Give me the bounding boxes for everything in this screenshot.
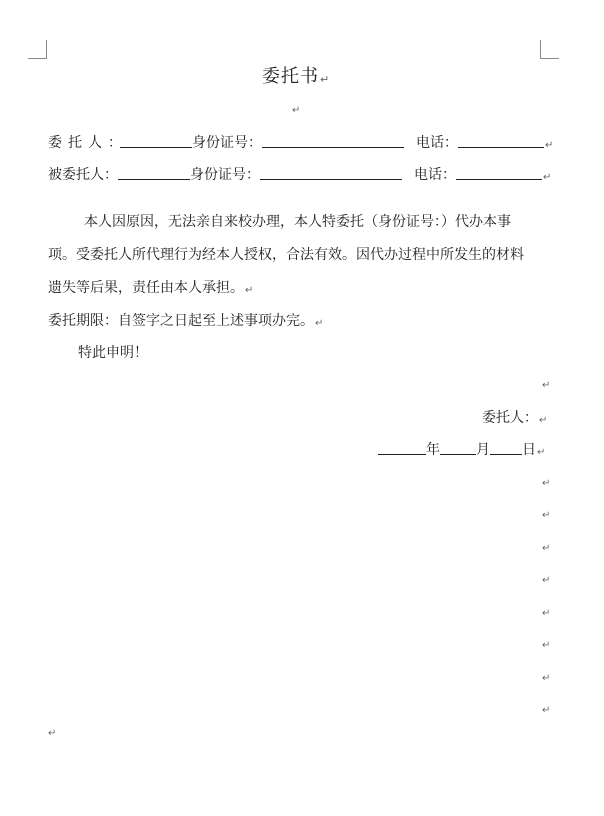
year-blank[interactable] (378, 440, 426, 455)
client-phone-blank[interactable] (458, 133, 544, 148)
month-label: 月 (476, 442, 490, 458)
period-line (48, 311, 323, 334)
paragraph-mark-icon: ↵ (292, 105, 301, 116)
paragraph-mark-icon: ↵ (320, 73, 331, 86)
body-line-3-wrap (48, 278, 253, 301)
client-label: 委托人： (48, 135, 128, 151)
paragraph-mark-icon: ↵ (542, 478, 551, 489)
trustee-label: 被委托人： (48, 167, 118, 183)
trustee-id-blank[interactable] (260, 165, 402, 180)
trustee-name-blank[interactable] (118, 165, 190, 180)
paragraph-mark-icon: ↵ (543, 172, 552, 183)
paragraph-mark-icon: ↵ (542, 608, 551, 619)
phone-label: 电话： (416, 135, 458, 151)
body-line-2: 项。受委托人所代理行为经本人授权，合法有效。因代办过程中所发生的材料 (48, 247, 524, 263)
paragraph-mark-icon: ↵ (542, 543, 551, 554)
signature-date-line (378, 440, 545, 463)
period-text: 委托期限：自签字之日起至上述事项办完。 (48, 313, 314, 329)
phone-label: 电话： (414, 167, 456, 183)
body-line-3: 遗失等后果，责任由本人承担。 (48, 280, 244, 296)
paragraph-mark-icon: ↵ (315, 318, 324, 329)
signature-client-line (482, 408, 547, 431)
paragraph-mark-icon: ↵ (545, 140, 554, 151)
trustee-info-row (48, 165, 551, 188)
paragraph-mark-icon: ↵ (542, 673, 551, 684)
client-info-row (48, 133, 553, 156)
client-name-blank[interactable] (120, 133, 192, 148)
id-label: 身份证号： (190, 167, 260, 183)
day-blank[interactable] (490, 440, 522, 455)
client-id-blank[interactable] (262, 133, 404, 148)
signature-client-label: 委托人： (482, 410, 538, 426)
month-blank[interactable] (440, 440, 476, 455)
title-text: 委托书 (262, 66, 319, 87)
declaration-text: 特此申明！ (78, 345, 148, 361)
trustee-phone-blank[interactable] (456, 165, 542, 180)
id-label: 身份证号： (192, 135, 262, 151)
paragraph-mark-icon: ↵ (245, 285, 254, 296)
body-line-1: 本人因原因，无法亲自来校办理，本人特委托（身份证号：）代办本事 (84, 214, 511, 230)
margin-corner-top-left (28, 40, 47, 59)
paragraph-mark-icon: ↵ (48, 728, 57, 739)
year-label: 年 (426, 442, 440, 458)
paragraph-mark-icon: ↵ (537, 447, 546, 458)
paragraph-mark-icon: ↵ (542, 380, 551, 391)
declaration-line (78, 343, 148, 363)
paragraph-mark-icon: ↵ (542, 510, 551, 521)
day-label: 日 (522, 442, 536, 458)
paragraph-mark-icon: ↵ (539, 415, 548, 426)
document-title (262, 66, 330, 91)
paragraph-mark-icon: ↵ (542, 705, 551, 716)
paragraph-mark-icon: ↵ (542, 640, 551, 651)
paragraph-mark-icon: ↵ (542, 575, 551, 586)
margin-corner-top-right (540, 40, 559, 59)
